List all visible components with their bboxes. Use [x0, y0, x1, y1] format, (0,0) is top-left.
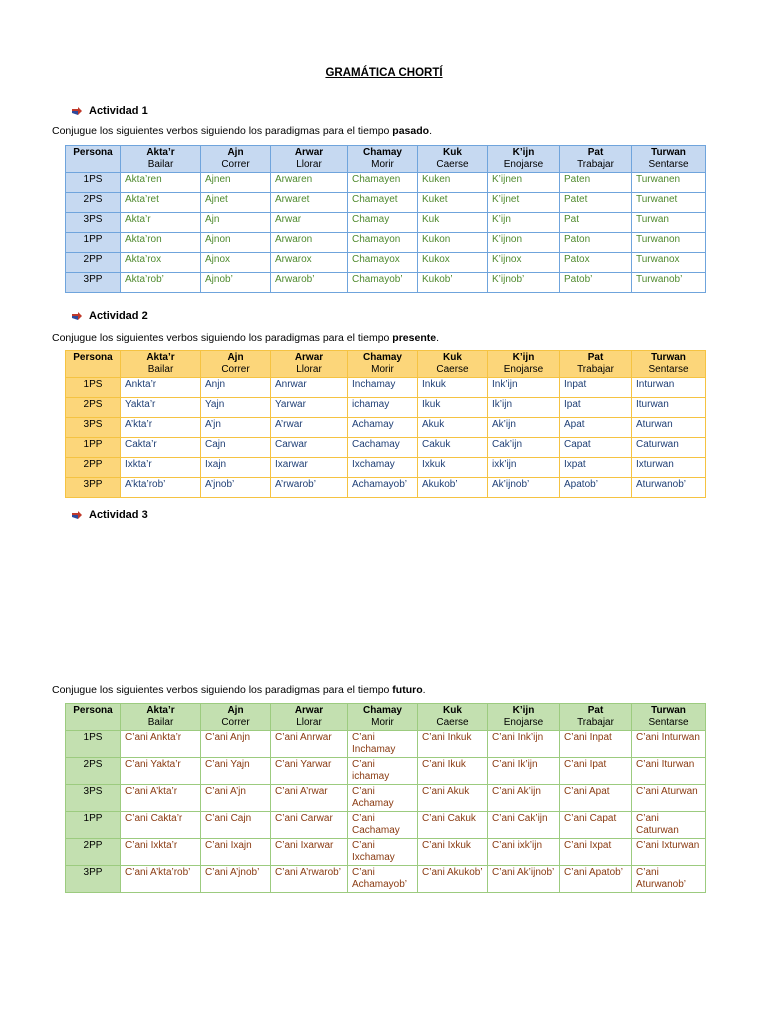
person-cell: 1PS — [66, 173, 121, 193]
activity-1-label: Actividad 1 — [89, 105, 148, 117]
conjugation-cell: A’kta’rob’ — [121, 478, 201, 498]
conjugation-cell: Patox — [560, 253, 632, 273]
verb-meaning: Trabajar — [577, 159, 614, 170]
verb-name: Arwar — [294, 147, 324, 158]
conjugation-cell: C’ani Ink’ijn — [488, 731, 560, 758]
conjugation-cell: Caturwan — [632, 438, 706, 458]
verb-name: Arwar — [294, 352, 324, 363]
conjugation-cell: C’ani Ixarwar — [271, 839, 348, 866]
verb-meaning: Caerse — [436, 159, 469, 170]
verb-meaning: Trabajar — [577, 717, 614, 728]
conjugation-cell: Ink’ijn — [488, 378, 560, 398]
conjugation-cell: Arwarob’ — [271, 273, 348, 293]
conjugation-cell: Akta’r — [121, 213, 201, 233]
conjugation-cell: Paten — [560, 173, 632, 193]
conjugation-cell: Ajnet — [201, 193, 271, 213]
verb-name: Pat — [587, 705, 604, 716]
activity-3-label: Actividad 3 — [89, 509, 148, 521]
conjugation-cell: Kuket — [418, 193, 488, 213]
conjugation-cell: Ajn — [201, 213, 271, 233]
verb-meaning: Morir — [371, 364, 394, 375]
conjugation-cell: C’ani A’rwarob’ — [271, 866, 348, 893]
conjugation-cell: Akta’rox — [121, 253, 201, 273]
conjugation-cell: C’ani Yarwar — [271, 758, 348, 785]
header-row — [66, 351, 706, 378]
verb-header — [418, 146, 488, 173]
person-cell: 2PS — [66, 758, 121, 785]
conjugation-cell: Chamayob’ — [348, 273, 418, 293]
conjugation-cell: Carwar — [271, 438, 348, 458]
conjugation-cell: C’ani Ipat — [560, 758, 632, 785]
conjugation-cell: A’rwarob’ — [271, 478, 348, 498]
verb-meaning: Enojarse — [503, 159, 544, 170]
persona-header: Persona — [66, 146, 121, 173]
conjugation-cell: Ajnen — [201, 173, 271, 193]
conjugation-cell: K’ijnon — [488, 233, 560, 253]
conjugation-cell: A’kta’r — [121, 418, 201, 438]
table-row — [66, 378, 706, 398]
table-row — [66, 193, 706, 213]
conjugation-cell: Turwanet — [632, 193, 706, 213]
conjugation-cell: Ikuk — [418, 398, 488, 418]
conjugation-cell: C’ani A’kta’rob’ — [121, 866, 201, 893]
header-row — [66, 146, 706, 173]
verb-name: Turwan — [651, 352, 686, 363]
conjugation-cell: Ixajn — [201, 458, 271, 478]
conjugation-cell: C’ani Ixchamay — [348, 839, 418, 866]
activity-2-label: Actividad 2 — [89, 310, 148, 322]
person-cell: 1PP — [66, 812, 121, 839]
conjugation-cell: C’ani Aturwanob’ — [632, 866, 706, 893]
conjugation-cell: Chamay — [348, 213, 418, 233]
verb-meaning: Sentarse — [648, 364, 689, 375]
conjugation-cell: Turwanox — [632, 253, 706, 273]
verb-name: Kuk — [443, 352, 462, 363]
verb-name: Turwan — [651, 705, 686, 716]
conjugation-cell: K’ijnet — [488, 193, 560, 213]
conjugation-cell: Apat — [560, 418, 632, 438]
verb-header — [121, 704, 201, 731]
conjugation-cell: Chamayon — [348, 233, 418, 253]
conjugation-cell: C’ani ichamay — [348, 758, 418, 785]
conjugation-cell: Kukox — [418, 253, 488, 273]
conjugation-cell: ichamay — [348, 398, 418, 418]
verb-meaning: Llorar — [296, 364, 322, 375]
conjugation-cell: C’ani Cachamay — [348, 812, 418, 839]
person-cell: 3PP — [66, 273, 121, 293]
table-row — [66, 785, 706, 812]
conjugation-cell: Kukob’ — [418, 273, 488, 293]
person-cell: 2PS — [66, 193, 121, 213]
conjugation-cell: K’ijnen — [488, 173, 560, 193]
table-row — [66, 213, 706, 233]
table-row — [66, 418, 706, 438]
arrow-bullet-icon — [72, 511, 82, 519]
verb-meaning: Correr — [221, 159, 250, 170]
conjugation-cell: Ipat — [560, 398, 632, 418]
person-cell: 3PP — [66, 478, 121, 498]
conjugation-cell: C’ani Ak’ijnob’ — [488, 866, 560, 893]
conjugation-cell: Paton — [560, 233, 632, 253]
verb-meaning: Enojarse — [503, 717, 544, 728]
conjugation-cell: Arwaron — [271, 233, 348, 253]
arrow-bullet-icon — [72, 107, 82, 115]
conjugation-cell: Patob’ — [560, 273, 632, 293]
activity-3-instruction: Conjugue los siguientes verbos siguiendo los paradigmas para el tiempo futuro. — [52, 684, 426, 696]
person-cell: 1PP — [66, 438, 121, 458]
conjugation-cell: Yajn — [201, 398, 271, 418]
verb-header — [418, 351, 488, 378]
persona-header: Persona — [66, 704, 121, 731]
table-row — [66, 458, 706, 478]
conjugation-cell: Ankta’r — [121, 378, 201, 398]
table-row — [66, 758, 706, 785]
conjugation-cell: C’ani Inchamay — [348, 731, 418, 758]
conjugation-cell: Akta’ren — [121, 173, 201, 193]
conjugation-cell: C’ani A’rwar — [271, 785, 348, 812]
conjugation-cell: C’ani Cakta’r — [121, 812, 201, 839]
conjugation-cell: Kuk — [418, 213, 488, 233]
conjugation-cell: Kukon — [418, 233, 488, 253]
conjugation-cell: Ak’ijn — [488, 418, 560, 438]
conjugation-cell: C’ani Ikuk — [418, 758, 488, 785]
conjugation-cell: K’ijn — [488, 213, 560, 233]
conjugation-cell: Cak’ijn — [488, 438, 560, 458]
verb-name: Akta’r — [146, 147, 175, 158]
conjugation-cell: Arwar — [271, 213, 348, 233]
conjugation-cell: C’ani A’jnob’ — [201, 866, 271, 893]
table-row — [66, 253, 706, 273]
verb-name: Kuk — [443, 705, 462, 716]
conjugation-cell: Akta’ron — [121, 233, 201, 253]
present-tense-table — [65, 350, 706, 498]
conjugation-cell: C’ani Ik’ijn — [488, 758, 560, 785]
verb-header — [488, 704, 560, 731]
conjugation-cell: Patet — [560, 193, 632, 213]
table-row — [66, 866, 706, 893]
conjugation-cell: Arwaret — [271, 193, 348, 213]
verb-header — [560, 351, 632, 378]
verb-name: Turwan — [651, 147, 686, 158]
conjugation-cell: C’ani A’kta’r — [121, 785, 201, 812]
verb-meaning: Sentarse — [648, 717, 689, 728]
conjugation-cell: Apatob’ — [560, 478, 632, 498]
conjugation-cell: C’ani Ankta’r — [121, 731, 201, 758]
arrow-bullet-icon — [72, 312, 82, 320]
conjugation-cell: Ixkuk — [418, 458, 488, 478]
conjugation-cell: C’ani Ixpat — [560, 839, 632, 866]
verb-header — [271, 704, 348, 731]
verb-header — [560, 704, 632, 731]
conjugation-cell: Akukob’ — [418, 478, 488, 498]
activity-2-heading — [72, 310, 148, 322]
verb-header — [201, 704, 271, 731]
verb-meaning: Correr — [221, 717, 250, 728]
conjugation-cell: C’ani Anrwar — [271, 731, 348, 758]
conjugation-cell: C’ani Cajn — [201, 812, 271, 839]
conjugation-cell: C’ani Carwar — [271, 812, 348, 839]
conjugation-cell: Ik’ijn — [488, 398, 560, 418]
verb-header — [348, 704, 418, 731]
activity-1-heading — [72, 105, 148, 117]
conjugation-cell: A’rwar — [271, 418, 348, 438]
conjugation-cell: Kuken — [418, 173, 488, 193]
persona-header: Persona — [66, 351, 121, 378]
conjugation-cell: Inturwan — [632, 378, 706, 398]
verb-meaning: Trabajar — [577, 364, 614, 375]
verb-name: Arwar — [294, 705, 324, 716]
past-tense-table — [65, 145, 706, 293]
conjugation-cell: Ixchamay — [348, 458, 418, 478]
verb-meaning: Morir — [371, 159, 394, 170]
conjugation-cell: Ak’ijnob’ — [488, 478, 560, 498]
verb-name: K’ijn — [512, 705, 535, 716]
verb-meaning: Llorar — [296, 717, 322, 728]
verb-header — [271, 146, 348, 173]
conjugation-cell: C’ani A’jn — [201, 785, 271, 812]
conjugation-cell: Ajnox — [201, 253, 271, 273]
conjugation-cell: Aturwanob’ — [632, 478, 706, 498]
conjugation-cell: Cachamay — [348, 438, 418, 458]
verb-name: K’ijn — [512, 147, 535, 158]
conjugation-cell: Achamayob’ — [348, 478, 418, 498]
page-title: GRAMÁTICA CHORTÍ — [325, 67, 443, 79]
verb-header — [418, 704, 488, 731]
table-row — [66, 438, 706, 458]
verb-meaning: Bailar — [147, 717, 174, 728]
activity-2-instruction: Conjugue los siguientes verbos siguiendo los paradigmas para el tiempo presente. — [52, 332, 439, 344]
person-cell: 2PS — [66, 398, 121, 418]
person-cell: 2PP — [66, 839, 121, 866]
person-cell: 1PP — [66, 233, 121, 253]
conjugation-cell: Chamayox — [348, 253, 418, 273]
conjugation-cell: Ixpat — [560, 458, 632, 478]
conjugation-cell: Turwanen — [632, 173, 706, 193]
conjugation-cell: Akuk — [418, 418, 488, 438]
conjugation-cell: ixk’ijn — [488, 458, 560, 478]
verb-meaning: Morir — [371, 717, 394, 728]
conjugation-cell: C’ani Apatob’ — [560, 866, 632, 893]
table-row — [66, 731, 706, 758]
activity-1-instruction: Conjugue los siguientes verbos siguiendo los paradigmas para el tiempo pasado. — [52, 125, 432, 137]
verb-name: Ajn — [227, 147, 244, 158]
verb-header — [632, 351, 706, 378]
conjugation-cell: Chamayen — [348, 173, 418, 193]
conjugation-cell: Ajnob’ — [201, 273, 271, 293]
person-cell: 3PS — [66, 418, 121, 438]
verb-name: Pat — [587, 352, 604, 363]
table-row — [66, 398, 706, 418]
person-cell: 2PP — [66, 253, 121, 273]
conjugation-cell: C’ani Ixturwan — [632, 839, 706, 866]
person-cell: 3PP — [66, 866, 121, 893]
conjugation-cell: Turwan — [632, 213, 706, 233]
conjugation-cell: Ajnon — [201, 233, 271, 253]
verb-meaning: Caerse — [436, 717, 469, 728]
verb-header — [348, 351, 418, 378]
conjugation-cell: Cakta’r — [121, 438, 201, 458]
conjugation-cell: Capat — [560, 438, 632, 458]
conjugation-cell: A’jn — [201, 418, 271, 438]
person-cell: 1PS — [66, 378, 121, 398]
table-row — [66, 478, 706, 498]
verb-meaning: Correr — [221, 364, 250, 375]
conjugation-cell: Inkuk — [418, 378, 488, 398]
verb-header — [201, 351, 271, 378]
table-row — [66, 173, 706, 193]
verb-header — [632, 704, 706, 731]
verb-name: K’ijn — [512, 352, 535, 363]
conjugation-cell: K’ijnob’ — [488, 273, 560, 293]
person-cell: 3PS — [66, 785, 121, 812]
conjugation-cell: C’ani Ixajn — [201, 839, 271, 866]
conjugation-cell: Ixarwar — [271, 458, 348, 478]
conjugation-cell: C’ani Achamayob’ — [348, 866, 418, 893]
conjugation-cell: Pat — [560, 213, 632, 233]
person-cell: 3PS — [66, 213, 121, 233]
conjugation-cell: C’ani Apat — [560, 785, 632, 812]
conjugation-cell: Arwaren — [271, 173, 348, 193]
conjugation-cell: C’ani Yajn — [201, 758, 271, 785]
conjugation-cell: Arwarox — [271, 253, 348, 273]
verb-name: Ajn — [227, 352, 244, 363]
verb-meaning: Bailar — [147, 159, 174, 170]
person-cell: 2PP — [66, 458, 121, 478]
header-row — [66, 704, 706, 731]
person-cell: 1PS — [66, 731, 121, 758]
conjugation-cell: C’ani Inpat — [560, 731, 632, 758]
conjugation-cell: Turwanob’ — [632, 273, 706, 293]
verb-name: Chamay — [363, 352, 402, 363]
conjugation-cell: Akta’rob’ — [121, 273, 201, 293]
conjugation-cell: A’jnob’ — [201, 478, 271, 498]
verb-name: Chamay — [363, 705, 402, 716]
verb-name: Pat — [587, 147, 604, 158]
verb-header — [121, 351, 201, 378]
conjugation-cell: C’ani Ak’ijn — [488, 785, 560, 812]
verb-name: Akta’r — [146, 352, 175, 363]
verb-header — [121, 146, 201, 173]
conjugation-cell: C’ani Yakta’r — [121, 758, 201, 785]
table-row — [66, 839, 706, 866]
conjugation-cell: Cakuk — [418, 438, 488, 458]
table-row — [66, 233, 706, 253]
conjugation-cell: K’ijnox — [488, 253, 560, 273]
conjugation-cell: Ixturwan — [632, 458, 706, 478]
conjugation-cell: C’ani Akuk — [418, 785, 488, 812]
conjugation-cell: C’ani Aturwan — [632, 785, 706, 812]
conjugation-cell: Cajn — [201, 438, 271, 458]
conjugation-cell: C’ani Achamay — [348, 785, 418, 812]
verb-name: Akta’r — [146, 705, 175, 716]
future-tense-table — [65, 703, 706, 893]
verb-meaning: Bailar — [147, 364, 174, 375]
table-row — [66, 273, 706, 293]
verb-meaning: Sentarse — [648, 159, 689, 170]
conjugation-cell: C’ani Ixkta’r — [121, 839, 201, 866]
conjugation-cell: C’ani Inturwan — [632, 731, 706, 758]
verb-header — [488, 146, 560, 173]
verb-header — [560, 146, 632, 173]
table-row — [66, 812, 706, 839]
conjugation-cell: C’ani Cak’ijn — [488, 812, 560, 839]
conjugation-cell: Akta’ret — [121, 193, 201, 213]
conjugation-cell: Chamayet — [348, 193, 418, 213]
conjugation-cell: Inpat — [560, 378, 632, 398]
verb-header — [201, 146, 271, 173]
verb-header — [271, 351, 348, 378]
verb-meaning: Caerse — [436, 364, 469, 375]
verb-header — [632, 146, 706, 173]
conjugation-cell: Achamay — [348, 418, 418, 438]
conjugation-cell: C’ani Capat — [560, 812, 632, 839]
conjugation-cell: C’ani Inkuk — [418, 731, 488, 758]
conjugation-cell: Yarwar — [271, 398, 348, 418]
conjugation-cell: C’ani Ixkuk — [418, 839, 488, 866]
conjugation-cell: C’ani Caturwan — [632, 812, 706, 839]
activity-3-heading — [72, 509, 148, 521]
conjugation-cell: Aturwan — [632, 418, 706, 438]
conjugation-cell: Turwanon — [632, 233, 706, 253]
conjugation-cell: Yakta’r — [121, 398, 201, 418]
conjugation-cell: C’ani Iturwan — [632, 758, 706, 785]
conjugation-cell: Iturwan — [632, 398, 706, 418]
conjugation-cell: C’ani Anjn — [201, 731, 271, 758]
verb-name: Ajn — [227, 705, 244, 716]
verb-meaning: Enojarse — [503, 364, 544, 375]
verb-header — [348, 146, 418, 173]
verb-header — [488, 351, 560, 378]
conjugation-cell: C’ani ixk’ijn — [488, 839, 560, 866]
conjugation-cell: Anjn — [201, 378, 271, 398]
conjugation-cell: C’ani Akukob’ — [418, 866, 488, 893]
verb-name: Kuk — [443, 147, 462, 158]
conjugation-cell: C’ani Cakuk — [418, 812, 488, 839]
conjugation-cell: Inchamay — [348, 378, 418, 398]
verb-name: Chamay — [363, 147, 402, 158]
verb-meaning: Llorar — [296, 159, 322, 170]
conjugation-cell: Ixkta’r — [121, 458, 201, 478]
conjugation-cell: Anrwar — [271, 378, 348, 398]
